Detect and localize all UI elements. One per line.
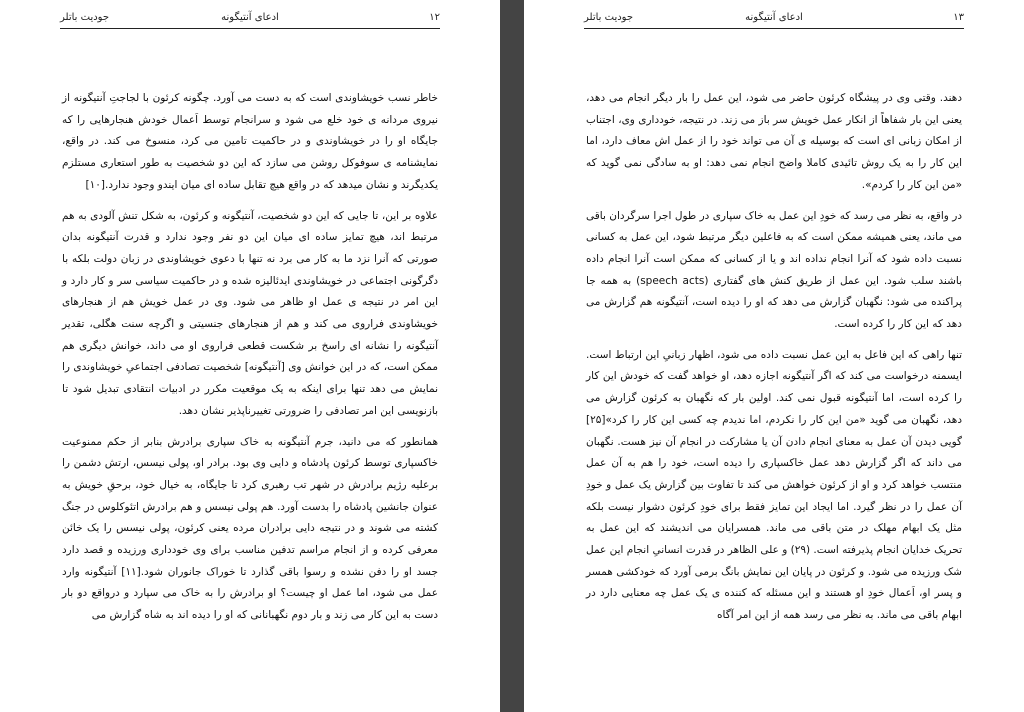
paragraph: علاوه بر این، تا جایی که این دو شخصیت، آنتیگونه و کرئون، به شکل تنش آلودی به هم مرتبط اند، هیچ تمایز ساده ای میان این دو نفر وجود ندارد و قدرت آنتیگونه بدان صورتی که آنرا نزد ما به کار می برد نه تنها با دعوی خویشاوندی در زبان دولت بلکه با دگرگونی اجتماعی در خویشاوندی ایدئالیزه شده و در حاکمیت سیاسی سر و کار دارد و این امر در نتیجه ی عمل او ظاهر می شود. وی در عمل خویش هم از هنجارهای خویشاوندی فراروی می کند و هم از هنجارهای جنسیتی و اگرچه سنت هگلی، تقدیر آنتیگونه را نشانه ای راسخ بر شکست قطعی فراروی او می داند، خوانش دیگری هم ممکن است، که در این خوانش وی [آنتیگونه] شخصیت تصادفی اجتماعیِ خویشاوندی را نمایش می دهد تنها برای اینکه به یک موقعیت مکرر در ادبیات انتقادی تبدیل شود تا بازنویسی این امر تصادفی را ضرورتی تغییرناپذیر نشان دهد.	[62, 209, 438, 417]
page-body	[586, 88, 962, 636]
page-number: ١٣	[953, 12, 964, 23]
paragraph: تنها راهی که این فاعل به این عمل نسبت داده می شود، اظهار زبانیِ این ارتباط است. ایسمنه درخواست می کند که اگر آنتیگونه اجازه دهد، او خواهد گفت که خودش این کار را کرده است، اما آنتیگونه قبول نمی کند. اولین بار که نگهبان به کرئون گزارش می دهد، نگهبان می گوید «من این کار را نکردم، اما ندیدم چه کسی این کار را کرد»[۲۵] گویی دیدن آن عمل به معنای انجام دادن آن یا مشارکت در انجام آن نیز هست. نگهبان می داند که اگر گزارش دهد عمل خاکسپاری را دیده است، خود را هم به آن عمل منتسب خواهد کرد و او از کرئون خواهش می کند تا تفاوت بین گزارش یک عمل و خودِ آن عمل را در نظر گیرد. اما ایجاد این تمایز فقط برای خودِ کرئون دشوار نیست بلکه مثل یک ابهام مهلک در متن باقی می ماند. همسرایان می اندیشند که این عمل به تحریک خدایان انجام پذیرفته است. (۲۹) و علی الظاهر در قدرت انسانیِ انجام این عمل شک ورزیده می شود. و کرئون در پایان این نمایش بانگ برمی آورد که خودکشی همسر و پسر او، اَعمال خودِ او هستند و این مسئله که کننده ی یک عمل چه معنایی دارد در ابهام باقی می ماند. به نظر می رسد همه از این امر آگاه	[586, 348, 962, 622]
paragraph: همانطور که می دانید، جرم آنتیگونه به خاک سپاری برادرش بنابر از حکم ممنوعیت خاکسپاری توسط کرئون پادشاه و دایی وی بود. برادر او، پولی نیسس، ارتش دشمن را برعلیه رژیم برادرش در شهر تب رهبری کرد تا جایگاه، به خیال خود، برحقِ خویش به عنوان جانشین پادشاه را بدست آورد. هم پولی نیسس و هم برادرش اتئوکلوس در جنگ کشته می شوند و در نتیجه دایی برادران مرده یعنی کرئون، پولی نیسس را یک خائن معرفی کرده و از انجام مراسم تدفین مناسب برای وی خودداری ورزیده و قصد دارد جسد او را دفن نشده و رسوا باقی گذارد تا خوراک جانوران شود.[۱۱] آنتیگونه وارد عمل می شود، اما عمل او چیست؟ او برادرش را به خاک می سپارد و درواقع دو بار دست به این کار می زند و بار دوم نگهبانانی که او را دیده اند به شاه گزارش می	[62, 435, 438, 622]
page-gutter	[500, 0, 524, 712]
page-body	[62, 88, 438, 636]
running-head-title: ادعای آنتیگونه	[745, 12, 803, 23]
running-head-title: ادعای آنتیگونه	[221, 12, 279, 23]
page-number: ١٢	[429, 12, 440, 23]
book-page-left	[0, 0, 500, 712]
running-head-author: جودیت باتلر	[60, 12, 110, 23]
paragraph: دهند. وقتی وی در پیشگاه کرئون حاضر می شود، این عمل را بار دیگر انجام می دهد، یعنی این بار شفاهاً از انکار عمل خویش سر باز می زند. در نتیجه، خودداری وی، اجتناب از امکان زبانی ای است که بوسیله ی آن می تواند خود را از عمل اش معاف دارد، اما این کار را به یک روش تائیدی کاملا واضح انجام نمی دهد: او به سادگی نمی گوید که «من این کار را کردم».	[586, 92, 962, 191]
book-page-right	[524, 0, 1024, 712]
page-header	[60, 10, 440, 29]
paragraph: خاطر نسب خویشاوندی است که به دست می آورد. چگونه کرئون با لجاجتِ آنتیگونه از نیروی مردانه ی خود خلع می شود و سرانجام توسط اَعمال خودش هنجارهایی را که جایگاه او را در خویشاوندی و در حاکمیت تامین می کرد، منسوخ می کند. در واقع، نمایشنامه ی سوفوکل روشن می سازد که این دو شخصیت به طور استعاری مستلزم یکدیگرند و نشان میدهد که در واقع هیچ تقابل ساده ای میان ایندو وجود ندارد.[۱۰]	[62, 92, 438, 191]
page-header	[584, 10, 964, 29]
paragraph: در واقع، به نظر می رسد که خودِ این عمل به خاک سپاری در طول اجرا سرگردان باقی می ماند، یعنی همیشه ممکن است که به فاعلین دیگر مرتبط شود، این عمل به کسانی نسبت داده شود که آنرا انجام نداده اند و یا از کسانی که ممکن است آنرا انجام داده باشند سلب شود. این عمل از طریق کنش های گفتاری (speech acts) به همه جا پراکنده می شود: نگهبان گزارش می دهد که او را دیده است، آنتیگونه هم گزارش می دهد که این کار را کرده است.	[586, 209, 962, 331]
running-head-author: جودیت باتلر	[584, 12, 634, 23]
